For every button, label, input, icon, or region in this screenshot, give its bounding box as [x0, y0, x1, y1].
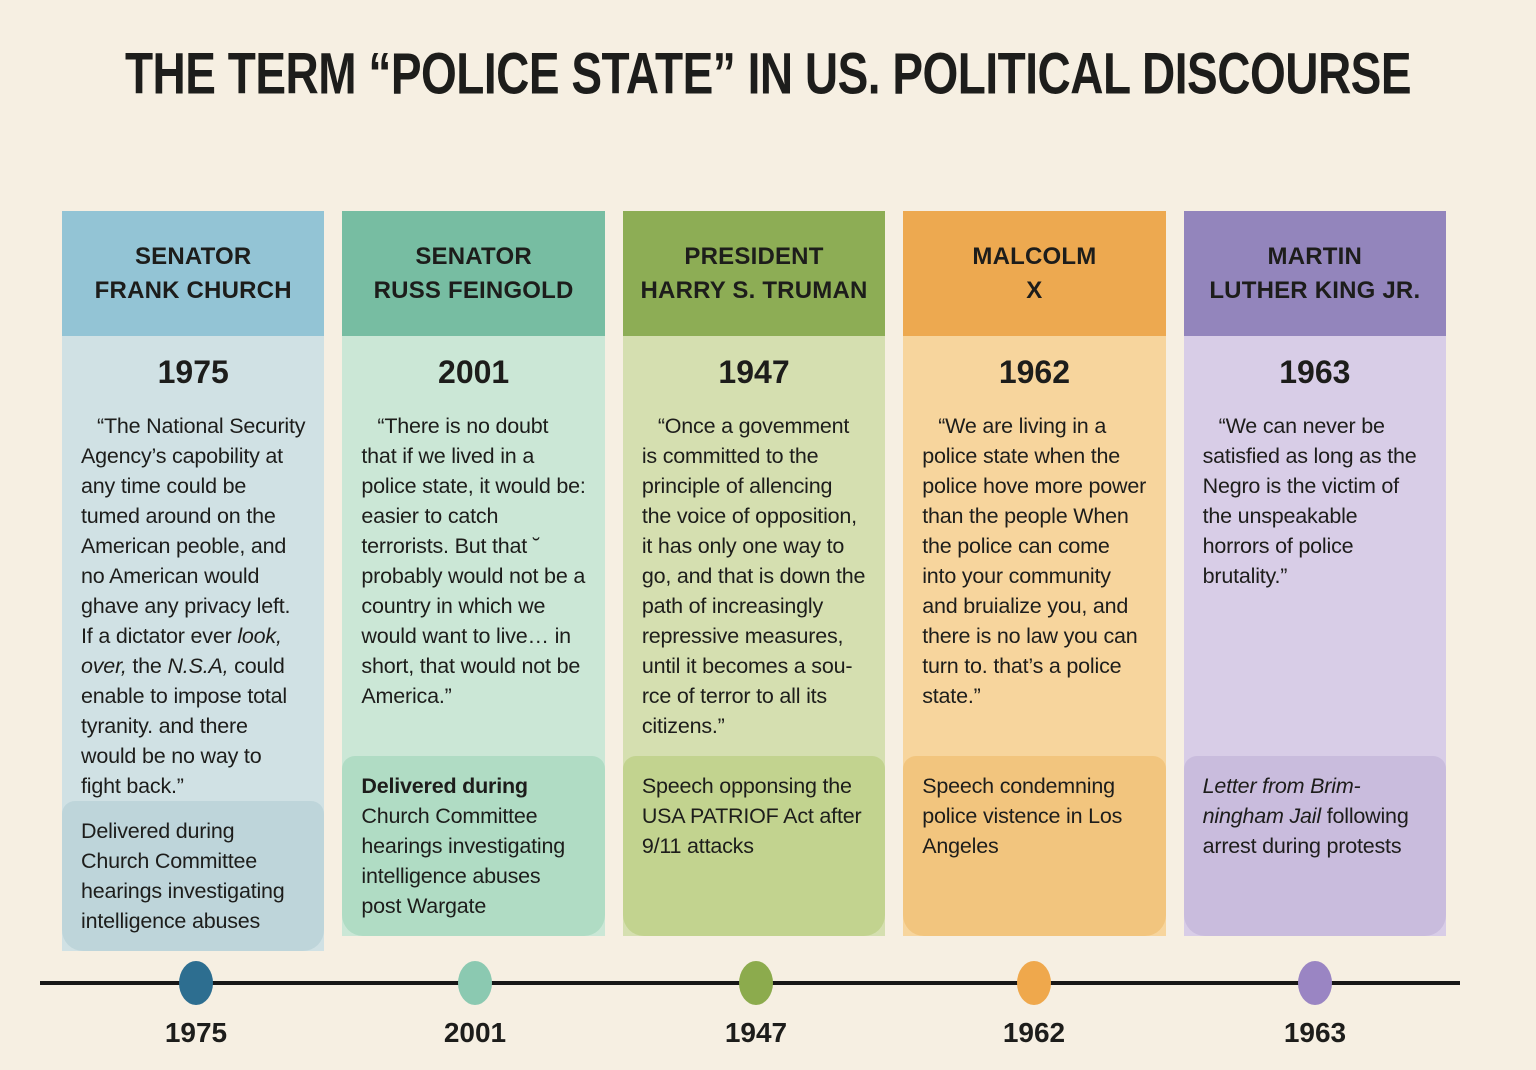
year-label: 2001: [438, 354, 510, 390]
card-mlk: [1184, 211, 1446, 936]
year-label: 1975: [157, 354, 229, 390]
timeline-point-1947: [686, 951, 826, 1049]
timeline-axis: [0, 951, 1536, 1061]
year-label: 1963: [1279, 354, 1351, 390]
context-note: Letter from Brim-ningham Jail following arrest during protests: [1184, 756, 1446, 936]
timeline-dot: [739, 961, 773, 1005]
year-label: 1947: [718, 354, 790, 390]
timeline-year-label: 1947: [724, 1017, 788, 1048]
card-header: [623, 211, 885, 336]
card-body: [903, 336, 1165, 936]
context-note: Speech opponsing the USA PATRIOF Act after 9/11 attacks: [623, 756, 885, 936]
quote-text: “Once a govemment is committed to the principle of allencing the voice of opposition, it has only one way to go, and that is down the path of increasingly repressive measures, until it becomes a sou-rce of terror to all its citizens.”: [641, 414, 866, 738]
timeline-year-label: 1963: [1283, 1017, 1347, 1048]
speaker-name: MALCOLM X: [972, 242, 1097, 304]
speaker-name: PRESIDENT HARRY S. TRUMAN: [640, 242, 868, 304]
page-title: THE TERM “POLICE STATE” IN US. POLITICAL DISCOURSE: [124, 39, 1412, 107]
timeline-dot: [1298, 961, 1332, 1005]
card-header: [903, 211, 1165, 336]
speaker-name: MARTIN LUTHER KING JR.: [1209, 242, 1421, 304]
context-note: Delivered during Church Committee hearings investigating intelligence abuses: [62, 801, 324, 951]
timeline-year-label: 1975: [164, 1017, 228, 1048]
speaker-name: SENATOR FRANK CHURCH: [94, 242, 292, 304]
card-body: [1184, 336, 1446, 936]
infographic-page: [0, 39, 1536, 1070]
timeline-dot: [179, 961, 213, 1005]
timeline-year-label: 1962: [1002, 1017, 1066, 1048]
card-body: [62, 336, 324, 951]
timeline-dot: [458, 961, 492, 1005]
timeline-point-1975: [126, 951, 266, 1049]
card-russ-feingold: [342, 211, 604, 936]
card-header: [62, 211, 324, 336]
card-frank-church: [62, 211, 324, 936]
quote-text: “There is no doubt that if we lived in a police state, it would be: easier to catch terrorists. But that ˘ probably would not be a country in which we would want to live… in short, that would not be America.”: [361, 414, 586, 708]
timeline-dot: [1017, 961, 1051, 1005]
card-body: [342, 336, 604, 936]
quote-text: “The National Security Agency’s capobility at any time could be tumed around on the American peoble, and no American would ghave any privacy left. If a dictator ever look, over, the N.S.A, could enable to impose total tyranity. and there would be no way to fight back.”: [81, 414, 306, 798]
card-harry-truman: [623, 211, 885, 936]
timeline-point-2001: [405, 951, 545, 1049]
card-header: [1184, 211, 1446, 336]
timeline-year-label: 2001: [443, 1017, 507, 1048]
speaker-name: SENATOR RUSS FEINGOLD: [373, 242, 574, 304]
timeline-point-1962: [964, 951, 1104, 1049]
card-body: [623, 336, 885, 936]
year-label: 1962: [998, 354, 1071, 390]
context-note: Delivered during Church Committee hearings investigating intelligence abuses post Wargate: [342, 756, 604, 936]
quote-text: “We are living in a police state when the police hove more power than the people When the police can come into your community and bruialize you, and there is no law you can turn to. that’s a police state.”: [922, 414, 1147, 708]
card-header: [342, 211, 604, 336]
context-note: Speech condemning police vistence in Los Angeles: [903, 756, 1165, 936]
quote-cards-row: [62, 211, 1446, 936]
card-malcolm-x: [903, 211, 1165, 936]
quote-text: “We can never be satisfied as long as the Negro is the victim of the unspeakable horrors of police brutality.”: [1202, 414, 1417, 588]
timeline-point-1963: [1245, 951, 1385, 1049]
